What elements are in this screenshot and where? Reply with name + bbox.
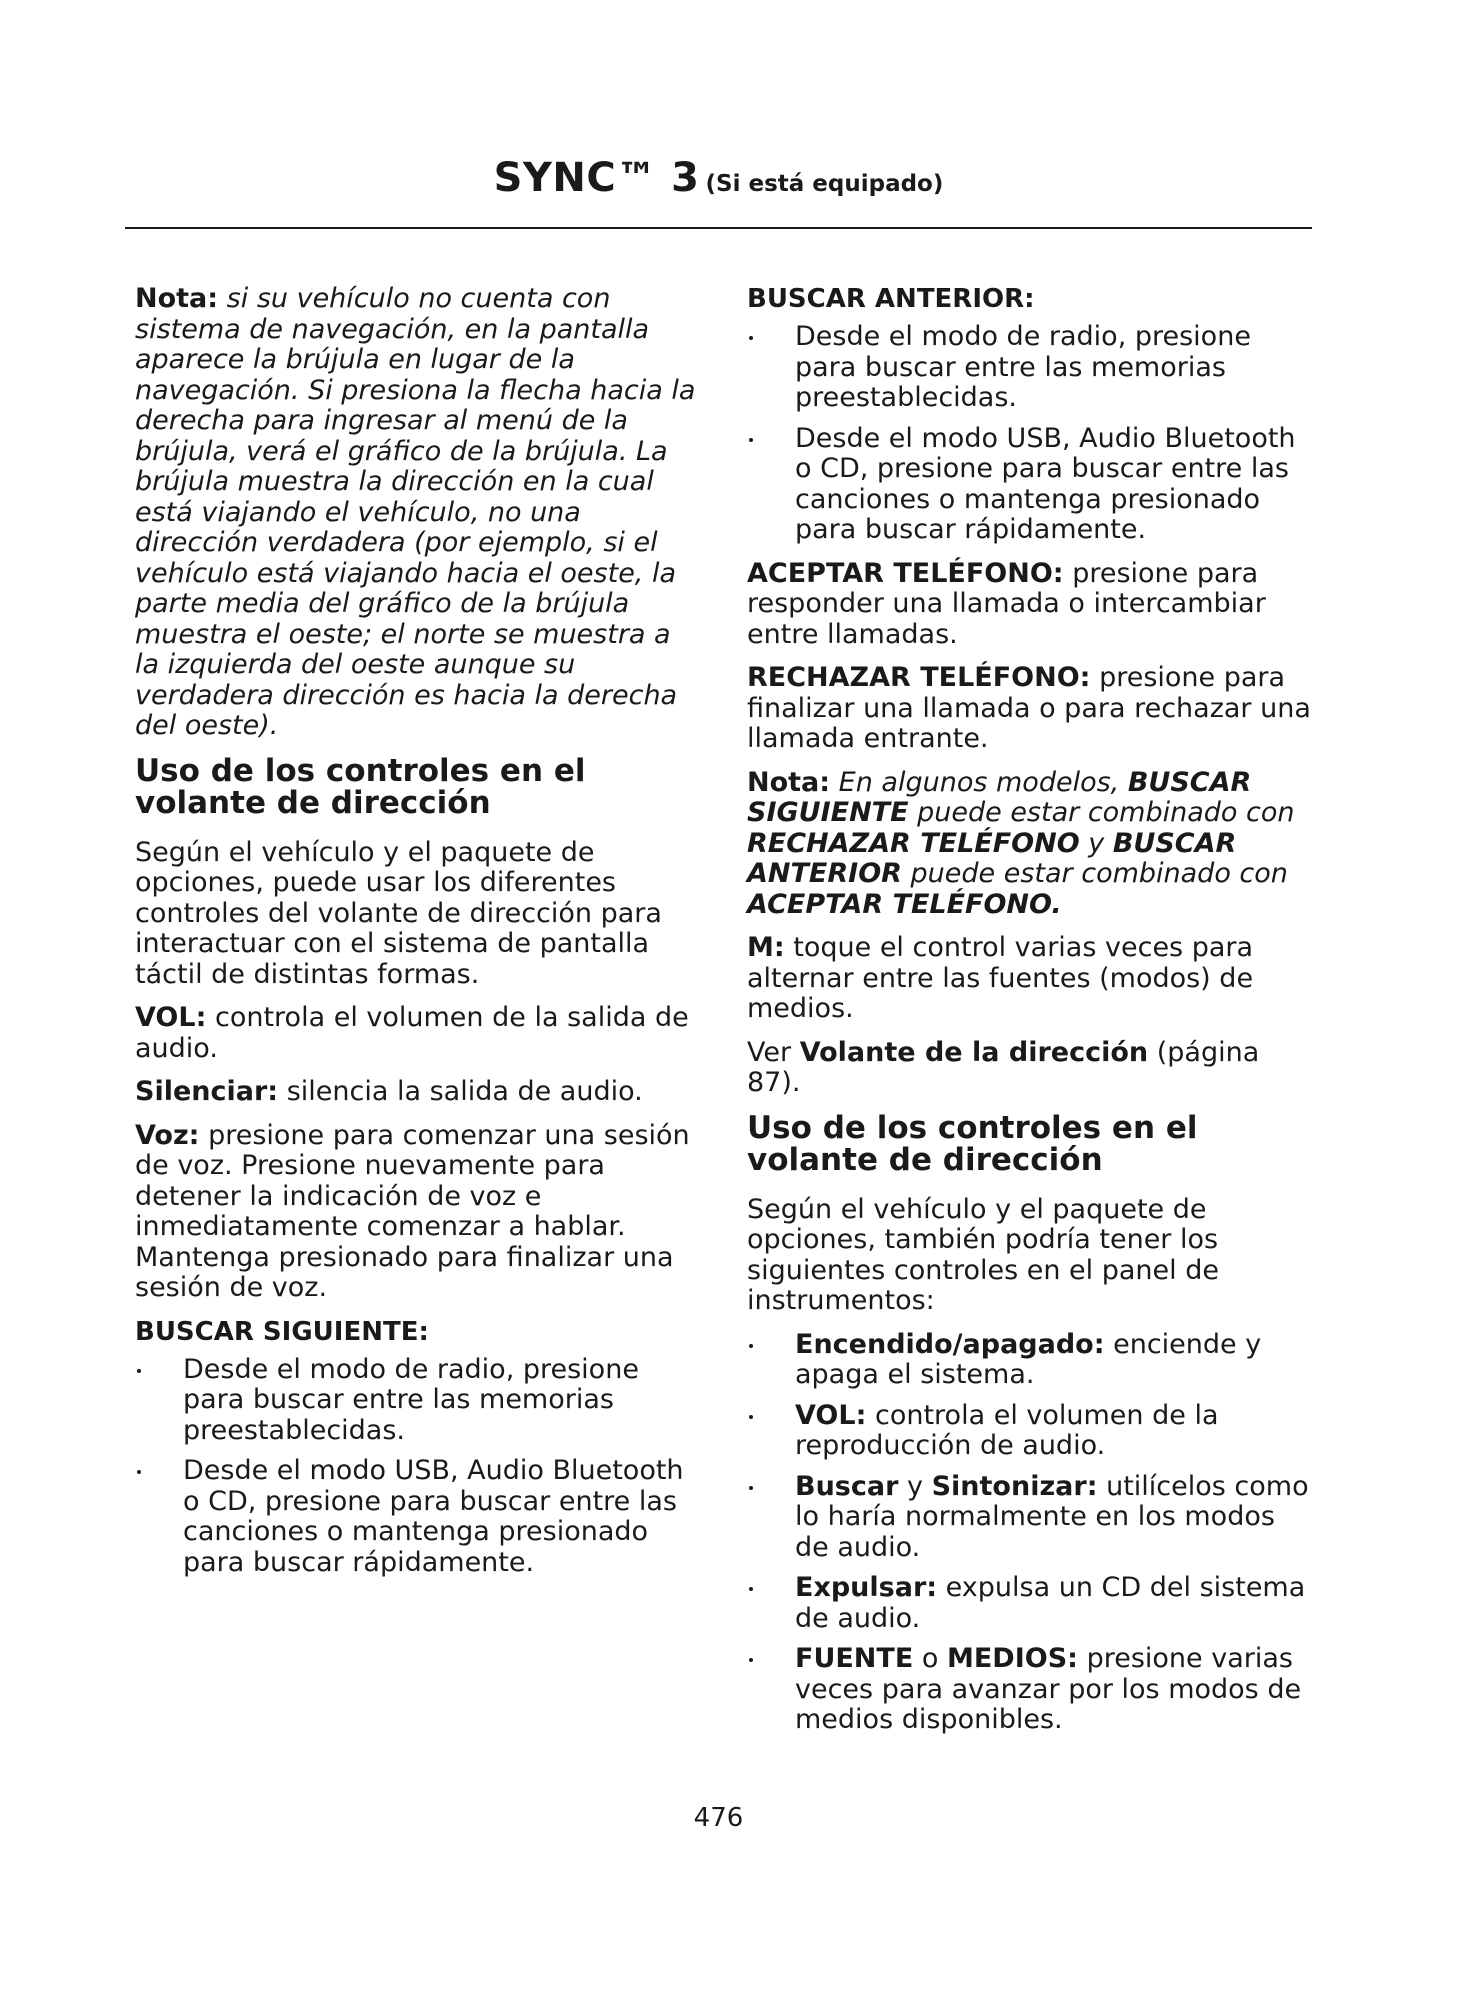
item-label: MEDIOS: xyxy=(947,1643,1078,1674)
vol-text: controla el volumen de la salida de audio. xyxy=(135,1002,689,1064)
vol-label: VOL: xyxy=(135,1002,207,1033)
note-label: Nota: xyxy=(135,283,219,314)
see-prefix: Ver xyxy=(747,1036,792,1068)
list-item xyxy=(747,1573,1312,1634)
seek-prev-list xyxy=(747,322,1312,546)
item-text: o xyxy=(921,1643,939,1674)
voice-label: Voz: xyxy=(135,1119,200,1151)
item-label: Buscar xyxy=(795,1470,899,1502)
list-item: Desde el modo de radio, presione para buscar entre las memorias preestablecidas. xyxy=(135,1355,700,1447)
panel-controls-list xyxy=(747,1330,1312,1736)
note-text: puede estar combinado con xyxy=(910,858,1288,889)
item-text: controla el volumen de la reproducción de audio. xyxy=(795,1399,1219,1461)
note-text: En algunos modelos, xyxy=(838,766,1120,798)
accept-phone-text: presione para responder una llamada o intercambiar entre llamadas. xyxy=(747,557,1266,650)
m-description xyxy=(747,933,1312,1025)
mute-text: silencia la salida de audio. xyxy=(286,1076,643,1107)
note-label: Nota: xyxy=(747,766,831,798)
list-item: Desde el modo de radio, presione para buscar entre las memorias preestablecidas. xyxy=(747,322,1312,414)
mute-description xyxy=(135,1077,700,1108)
page-number: 476 xyxy=(693,1803,744,1833)
accept-phone-description xyxy=(747,559,1312,651)
cross-reference xyxy=(747,1038,1312,1099)
section-heading: Uso de los controles en el volante de dirección xyxy=(135,752,586,821)
item-label: Encendido/apagado: xyxy=(795,1328,1105,1360)
m-text: toque el control varias veces para alternar entre las fuentes (modos) de medios. xyxy=(747,932,1254,1024)
list-item xyxy=(747,1644,1312,1736)
section-heading: Uso de los controles en el volante de dirección xyxy=(747,1109,1198,1178)
voice-description xyxy=(135,1121,700,1304)
see-suffix: (página 87). xyxy=(747,1036,1260,1098)
item-label: FUENTE xyxy=(795,1643,914,1674)
header-subtitle: (Si está equipado) xyxy=(705,171,944,197)
item-text: expulsa un CD del sistema de audio. xyxy=(795,1572,1306,1634)
item-text: y xyxy=(907,1470,923,1502)
note-text: y xyxy=(1088,827,1105,859)
compass-note xyxy=(135,284,700,742)
note-keyword: ACEPTAR TELÉFONO. xyxy=(747,888,1062,920)
note-keyword: BUSCAR ANTERIOR xyxy=(747,827,1237,889)
item-text: presione varias veces para avanzar por los modos de medios disponibles. xyxy=(795,1643,1302,1735)
list-item xyxy=(747,1330,1312,1391)
accept-phone-label: ACEPTAR TELÉFONO: xyxy=(747,557,1064,589)
list-item xyxy=(747,1472,1312,1564)
item-text: utilícelos como lo haría normalmente en los modos de audio. xyxy=(795,1470,1309,1563)
item-label: Sintonizar: xyxy=(931,1470,1098,1502)
note-keyword: BUSCAR SIGUIENTE xyxy=(747,766,1252,828)
seek-prev-heading: BUSCAR ANTERIOR: xyxy=(747,284,1035,314)
left-column xyxy=(135,284,700,1591)
header-title: SYNC™ 3 xyxy=(493,155,700,201)
reject-phone-text: presione para finalizar una llamada o para rechazar una llamada entrante. xyxy=(747,662,1311,754)
list-item: Desde el modo USB, Audio Bluetooth o CD, presione para buscar entre las canciones o mantenga presionado para buscar rápidamente. xyxy=(747,424,1312,546)
page-header xyxy=(125,155,1312,201)
vol-description xyxy=(135,1003,700,1064)
cross-reference-link[interactable]: Volante de la dirección xyxy=(799,1036,1149,1068)
combination-note xyxy=(747,768,1312,921)
right-column xyxy=(747,284,1312,1749)
item-label: VOL: xyxy=(795,1399,867,1431)
note-keyword: RECHAZAR TELÉFONO xyxy=(747,827,1080,859)
mute-label: Silenciar: xyxy=(135,1076,279,1107)
note-text: puede estar combinado con xyxy=(917,797,1295,828)
m-label: M: xyxy=(747,932,785,963)
list-item xyxy=(747,1401,1312,1462)
voice-text: presione para comenzar una sesión de voz. Presione nuevamente para detener la indicación de voz e inmediatamente comenzar a hablar. Mantenga presionado para finalizar una sesión de voz. xyxy=(135,1119,690,1303)
note-text: si su vehículo no cuenta con sistema de navegación, en la pantalla aparece la brújula en lugar de la navegación. Si presiona la flecha hacia la derecha para ingresar al menú de la brújula, verá el gráfico de la brújula. La brújula muestra la dirección en la cual está viajando el vehículo, no una dirección verdadera (por ejemplo, si el vehículo está viajando hacia el oeste, la parte media del gráfico de la brújula muestra el oeste; el norte se muestra a la izquierda del oeste aunque su verdadera dirección es hacia la derecha del oeste). xyxy=(135,283,696,741)
section-intro: Según el vehículo y el paquete de opciones, también podría tener los siguientes controles en el panel de instrumentos: xyxy=(747,1193,1219,1316)
item-label: Expulsar: xyxy=(795,1572,938,1603)
reject-phone-description xyxy=(747,663,1312,755)
seek-next-list xyxy=(135,1355,700,1579)
header-divider xyxy=(125,227,1312,229)
seek-next-heading: BUSCAR SIGUIENTE: xyxy=(135,1316,429,1347)
item-text: enciende y apaga el sistema. xyxy=(795,1328,1262,1390)
list-item: Desde el modo USB, Audio Bluetooth o CD, presione para buscar entre las canciones o mantenga presionado para buscar rápidamente. xyxy=(135,1456,700,1578)
section-intro: Según el vehículo y el paquete de opciones, puede usar los diferentes controles del volante de dirección para interactuar con el sistema de pantalla táctil de distintas formas. xyxy=(135,836,662,990)
reject-phone-label: RECHAZAR TELÉFONO: xyxy=(747,662,1091,693)
